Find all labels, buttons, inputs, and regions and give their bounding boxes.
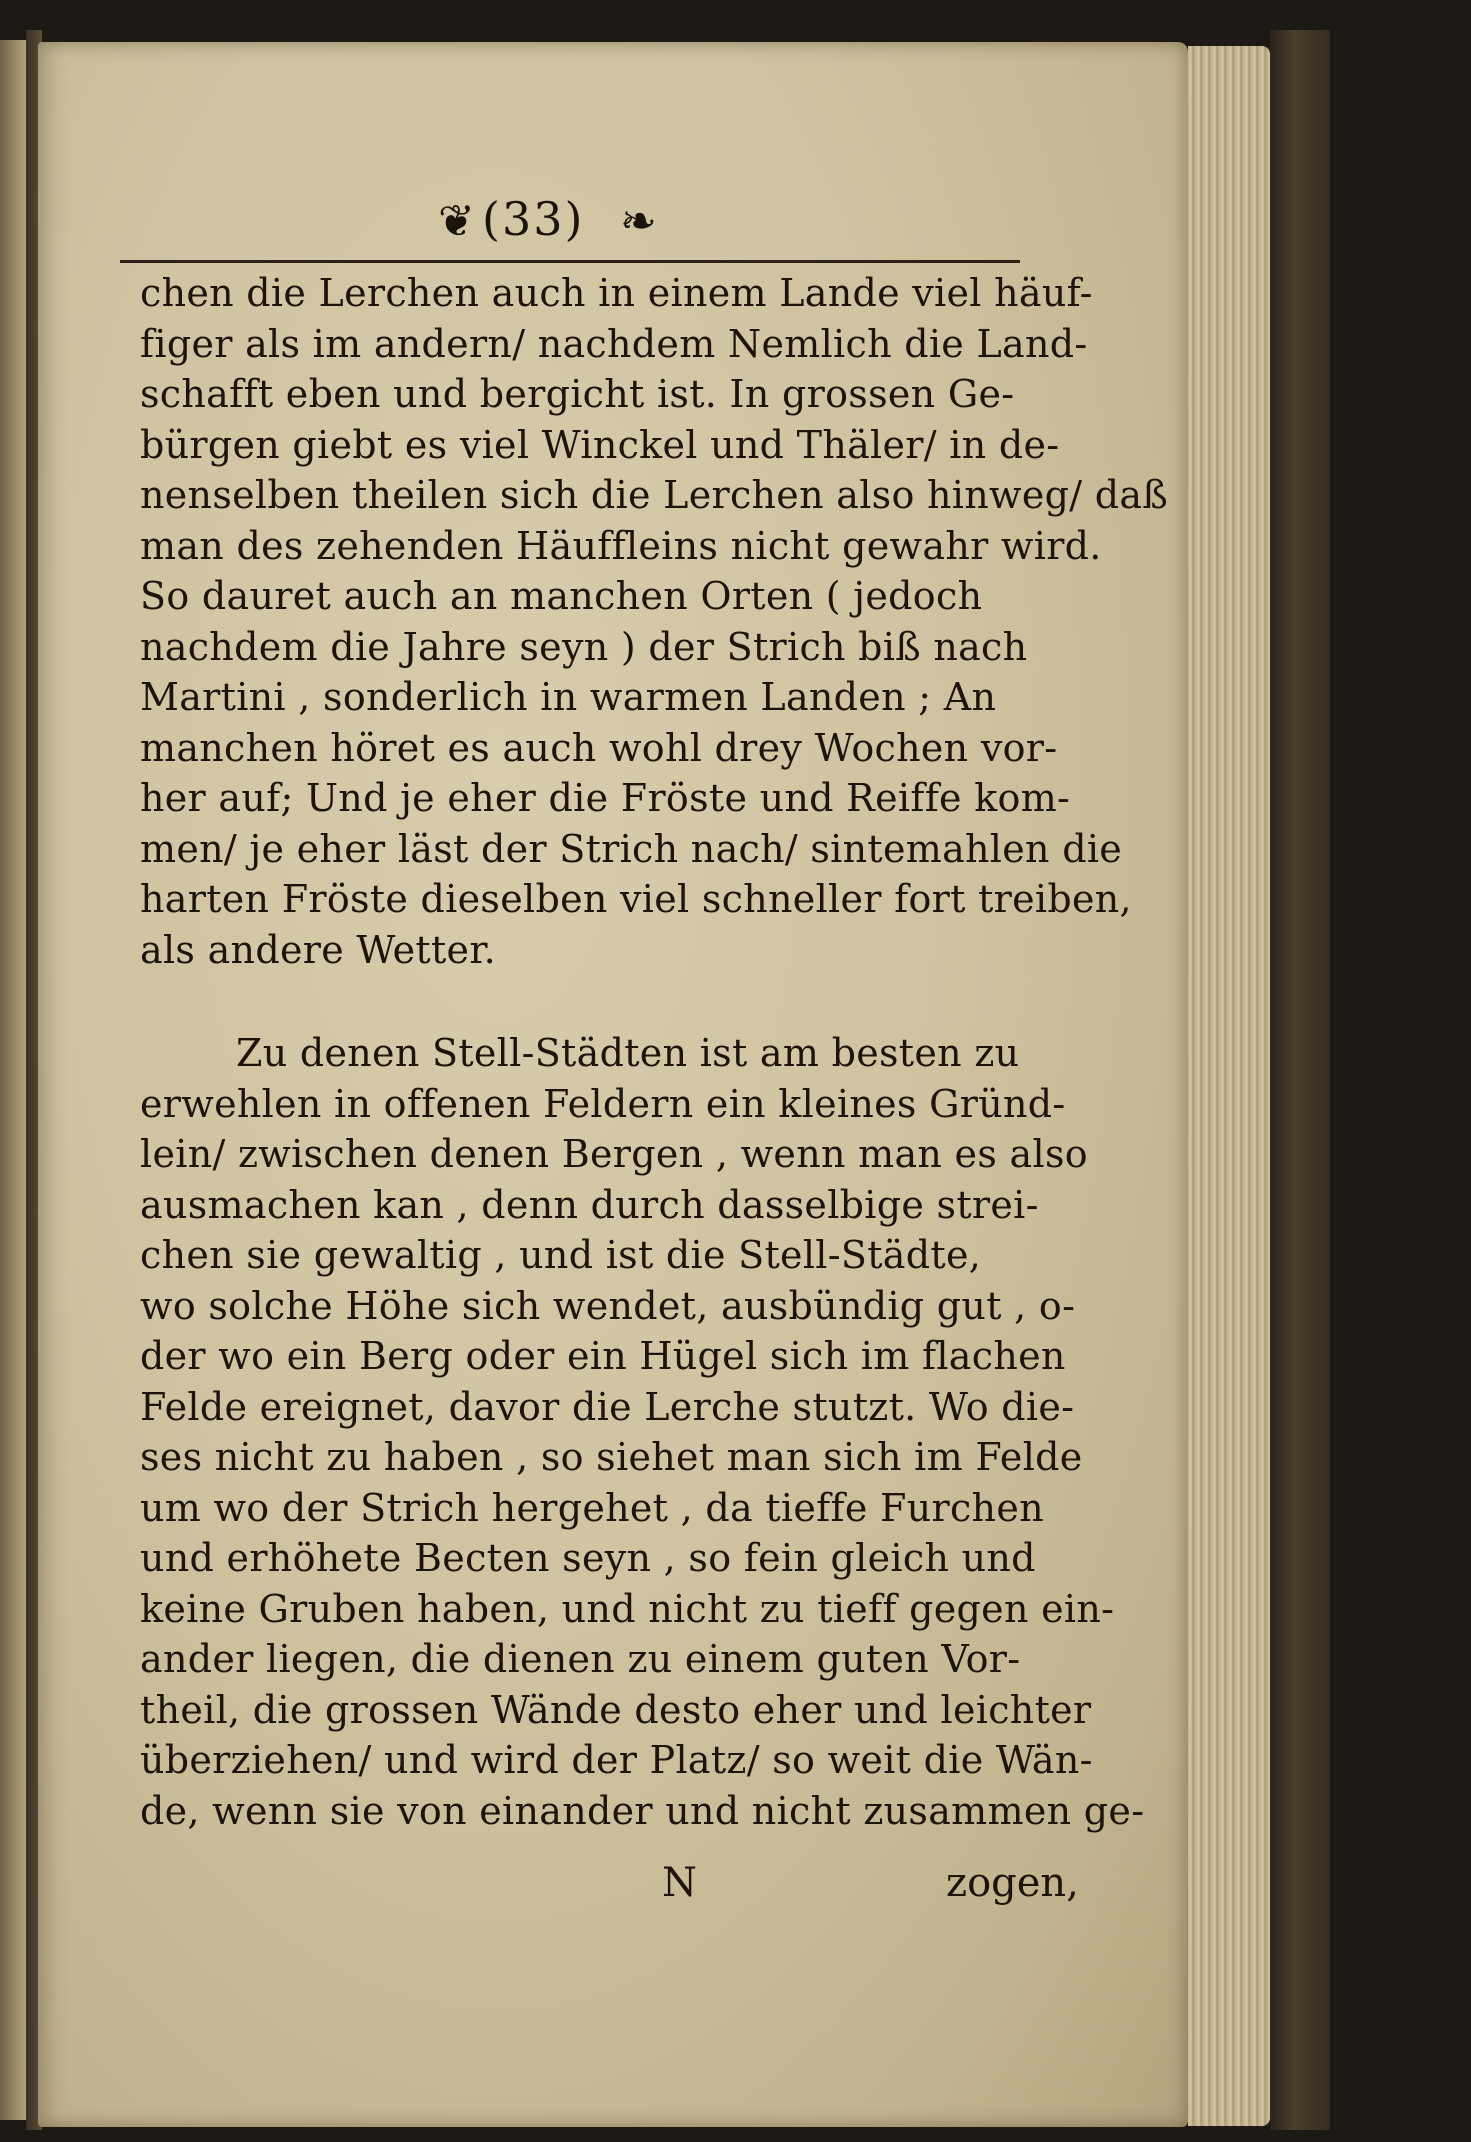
text-line: überziehen/ und wird der Platz/ so weit die Wän- [140,1738,1093,1782]
text-line: chen die Lerchen auch in einem Lande viel häuf- [140,271,1093,315]
text-line: nenselben theilen sich die Lerchen also hinweg/ daß [140,473,1168,517]
text-line: Zu denen Stell-Städten ist am besten zu [236,1031,1020,1075]
text-line: Felde ereignet, davor die Lerche stutzt. Wo die- [140,1384,1075,1429]
fleuron-left-icon: ❦ [438,196,475,247]
text-line: her auf; Und je eher die Fröste und Reiffe kom- [140,776,1071,820]
paragraph-2 [140,1028,1145,1836]
text-line: So dauret auch an manchen Orten ( jedoch [140,574,983,618]
text-line: schafft eben und bergicht ist. In grossen Ge- [140,372,1015,416]
text-line: als andere Wetter. [140,927,497,972]
text-line: de, wenn sie von einander und nicht zusammen ge- [140,1788,1145,1833]
signature-mark: N [662,1860,697,1906]
catchword: zogen, [946,1860,1079,1906]
text-line: chen sie gewaltig , und ist die Stell-Städte, [140,1233,982,1277]
text-line: nachdem die Jahre seyn ) der Strich biß nach [140,624,1028,669]
text-line: der wo ein Berg oder ein Hügel sich im flachen [140,1334,1066,1378]
text-line: manchen höret es auch wohl drey Wochen vor- [140,725,1058,770]
text-line: theil, die grossen Wände desto eher und leichter [140,1687,1092,1732]
header-rule [120,260,1020,263]
page-number: (33) [482,192,585,246]
text-line: harten Fröste dieselben viel schneller fort treiben, [140,877,1132,921]
page-stack-edges [1188,46,1270,2126]
text-line: keine Gruben haben, und nicht zu tieff gegen ein- [140,1586,1115,1631]
fleuron-right-icon: ❧ [620,196,657,247]
text-line: um wo der Strich hergehet , da tieffe Furchen [140,1485,1044,1530]
left-page-edge [0,40,26,2120]
text-line: ausmachen kan , denn durch dasselbige strei- [140,1182,1039,1227]
book-page [38,42,1188,2127]
text-line: men/ je eher läst der Strich nach/ sintemahlen die [140,826,1123,871]
text-line: Martini , sonderlich in warmen Landen ; An [140,675,997,719]
text-line: bürgen giebt es viel Winckel und Thäler/ in de- [140,422,1060,467]
text-line: ander liegen, die dienen zu einem guten Vor- [140,1637,1021,1681]
book-cover-edge [1270,30,1330,2130]
text-line: erwehlen in offenen Feldern ein kleines Gründ- [140,1081,1066,1126]
text-line: figer als im andern/ nachdem Nemlich die Land- [140,321,1088,366]
paragraph-1 [140,268,1168,975]
text-line: wo solche Höhe sich wendet, ausbündig gut , o- [140,1283,1076,1328]
text-line: man des zehenden Häuffleins nicht gewahr wird. [140,523,1102,568]
text-line: ses nicht zu haben , so siehet man sich im Felde [140,1435,1083,1479]
running-header [38,192,1188,262]
text-line: lein/ zwischen denen Bergen , wenn man es also [140,1132,1088,1176]
text-line: und erhöhete Becten seyn , so fein gleich und [140,1536,1036,1580]
